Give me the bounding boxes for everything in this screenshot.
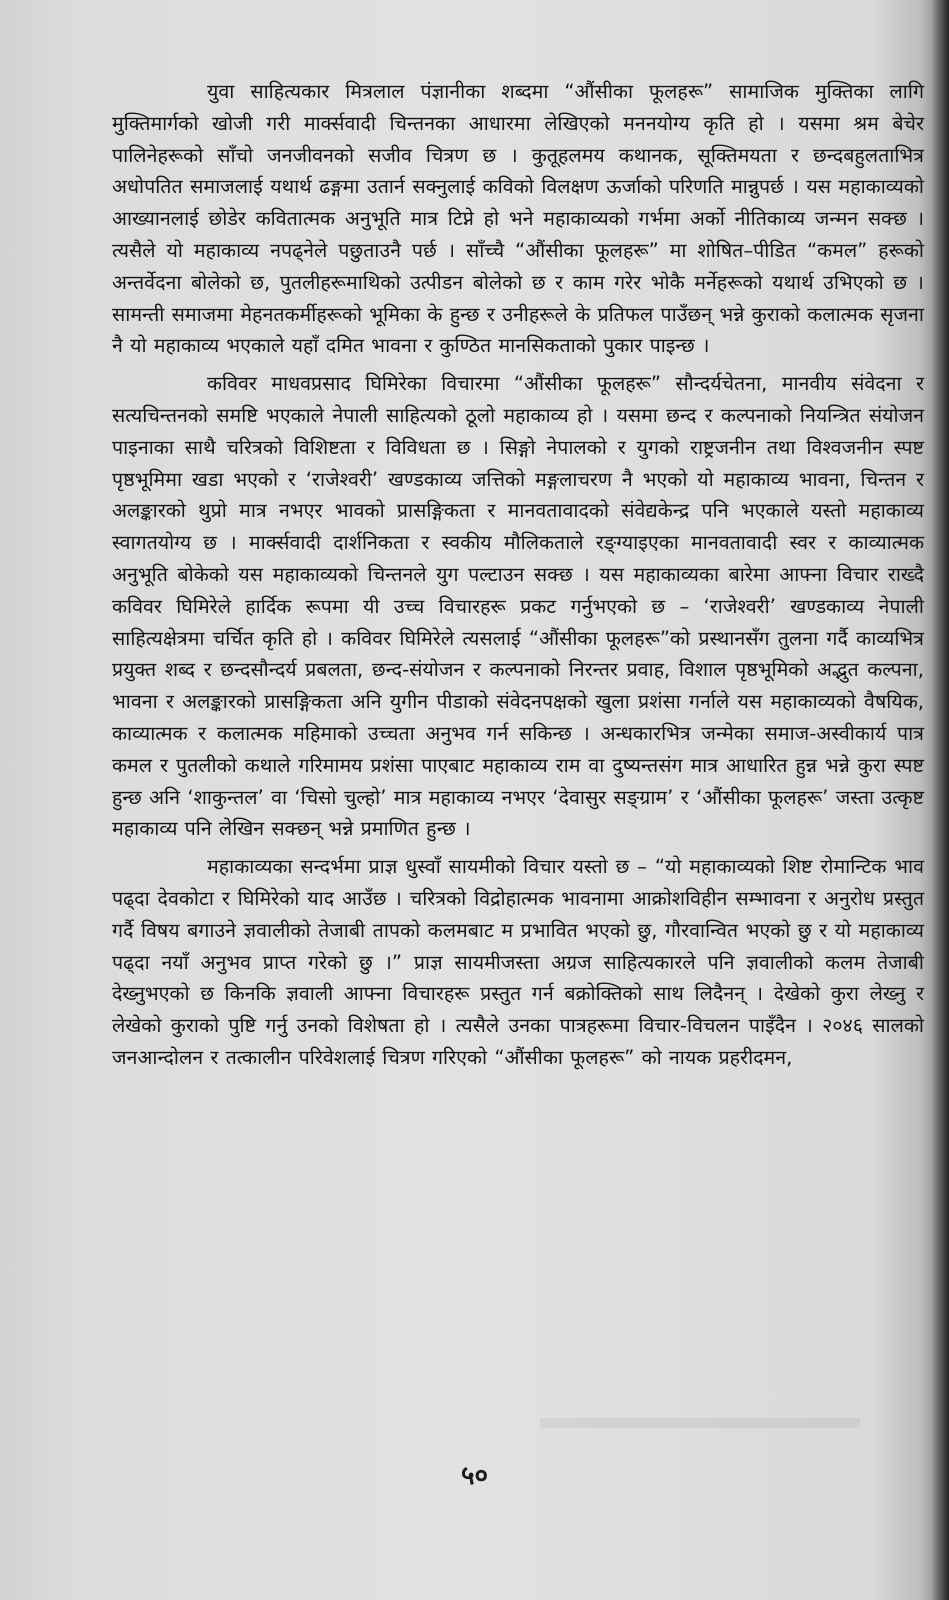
body-text <box>112 76 924 1080</box>
paragraph-2: कविवर माधवप्रसाद घिमिरेका विचारमा “औंसीका फूलहरू” सौन्दर्यचेतना, मानवीय संवेदना र सत्यचिन्तनको समष्टि भएकाले नेपाली साहित्यको ठूलो महाकाव्य हो । यसमा छन्द र कल्पनाको नियन्त्रित संयोजन पाइनाका साथै चरित्रको विशिष्टता र विविधता छ । सिङ्गो नेपालको र युगको राष्ट्रजनीन तथा विश्वजनीन स्पष्ट पृष्ठभूमिमा खडा भएको र ‘राजेश्वरी’ खण्डकाव्य जत्तिको मङ्गलाचरण नै भएको यो महाकाव्य भावना, चिन्तन र अलङ्कारको थुप्रो मात्र नभएर भावको प्रासङ्गिकता र मानवतावादको संवेद्यकेन्द्र पनि भएकाले यस्तो महाकाव्य स्वागतयोग्य छ । मार्क्सवादी दार्शनिकता र स्वकीय मौलिकताले रङ्ग्याइएका मानवतावादी स्वर र काव्यात्मक अनुभूति बोकेको यस महाकाव्यको चिन्तनले युग पल्टाउन सक्छ । यस महाकाव्यका बारेमा आफ्ना विचार राख्दै कविवर घिमिरेले हार्दिक रूपमा यी उच्च विचारहरू प्रकट गर्नुभएको छ – ‘राजेश्वरी’ खण्डकाव्य नेपाली साहित्यक्षेत्रमा चर्चित कृति हो । कविवर घिमिरेले त्यसलाई “औंसीका फूलहरू”को प्रस्थानसँग तुलना गर्दै काव्यभित्र प्रयुक्त शब्द र छन्दसौन्दर्य प्रबलता, छन्द-संयोजन र कल्पनाको निरन्तर प्रवाह, विशाल पृष्ठभूमिको अद्भुत कल्पना, भावना र अलङ्कारको प्रासङ्गिकता अनि युगीन पीडाको संवेदनपक्षको खुला प्रशंसा गर्नाले यस महाकाव्यको वैषयिक, काव्यात्मक र कलात्मक महिमाको उच्चता अनुभव गर्न सकिन्छ । अन्धकारभित्र जन्मेका समाज-अस्वीकार्य पात्र कमल र पुतलीको कथाले गरिमामय प्रशंसा पाएबाट महाकाव्य राम वा दुष्यन्तसंग मात्र आधारित हुन्न भन्ने कुरा स्पष्ट हुन्छ अनि ‘शाकुन्तल’ वा ‘चिसो चुल्हो’ मात्र महाकाव्य नभएर ‘देवासुर सङ्ग्राम’ र ‘औंसीका फूलहरू’ जस्ता उत्कृष्ट महाकाव्य पनि लेखिन सक्छन् भन्ने प्रमाणित हुन्छ । <box>112 372 924 841</box>
bleed-through-text <box>540 1418 860 1428</box>
paragraph-1: युवा साहित्यकार मित्रलाल पंज्ञानीका शब्दमा “औंसीका फूलहरू” सामाजिक मुक्तिका लागि मुक्तिमार्गको खोजी गरी मार्क्सवादी चिन्तनका आधारमा लेखिएको मननयोग्य कृति हो । यसमा श्रम बेचेर पालिनेहरूको साँचो जनजीवनको सजीव चित्रण छ । कुतूहलमय कथानक, सूक्तिमयता र छन्दबहुलताभित्र अधोपतित समाजलाई यथार्थ ढङ्गमा उतार्न सक्नुलाई कविको विलक्षण ऊर्जाको परिणति मान्नुपर्छ । यस महाकाव्यको आख्यानलाई छोडेर कवितात्मक अनुभूति मात्र टिप्ने हो भने महाकाव्यको गर्भमा अर्को नीतिकाव्य जन्मन सक्छ । त्यसैले यो महाकाव्य नपढ्नेले पछुताउनै पर्छ । साँच्चै “औंसीका फूलहरू” मा शोषित–पीडित “कमल” हरूको अन्तर्वेदना बोलेको छ, पुतलीहरूमाथिको उत्पीडन बोलेको छ र काम गरेर भोकै मर्नेहरूको यथार्थ उभिएको छ । सामन्ती समाजमा मेहनतकर्मीहरूको भूमिका के हुन्छ र उनीहरूले के प्रतिफल पाउँछन् भन्ने कुराको कलात्मक सृजना नै यो महाकाव्य भएकाले यहाँ दमित भावना र कुण्ठित मानसिकताको पुकार पाइन्छ । <box>112 80 924 358</box>
page-binding-shadow <box>931 0 949 1600</box>
page-number: ५० <box>460 1461 489 1491</box>
paragraph-3: महाकाव्यका सन्दर्भमा प्राज्ञ धुस्वाँ सायमीको विचार यस्तो छ – “यो महाकाव्यको शिष्ट रोमान्टिक भाव पढ्दा देवकोटा र घिमिरेको याद आउँछ । चरित्रको विद्रोहात्मक भावनामा आक्रोशविहीन सम्भावना र अनुरोध प्रस्तुत गर्दै विषय बगाउने ज्ञवालीको तेजाबी तापको कलमबाट म प्रभावित भएको छु, गौरवान्वित भएको छु र यो महाकाव्य पढ्दा नयाँ अनुभव प्राप्त गरेको छु ।” प्राज्ञ सायमीजस्ता अग्रज साहित्यकारले पनि ज्ञवालीको कलम तेजाबी देख्नुभएको छ किनकि ज्ञवाली आफ्ना विचारहरू प्रस्तुत गर्न बक्रोक्तिको साथ लिदैनन् । देखेको कुरा लेख्नु र लेखेको कुराको पुष्टि गर्नु उनको विशेषता हो । त्यसैले उनका पात्रहरूमा विचार-विचलन पाइँदैन । २०४६ सालको जनआन्दोलन र तत्कालीन परिवेशलाई चित्रण गरिएको “औंसीका फूलहरू” को नायक प्रहरीदमन, <box>112 855 924 1069</box>
